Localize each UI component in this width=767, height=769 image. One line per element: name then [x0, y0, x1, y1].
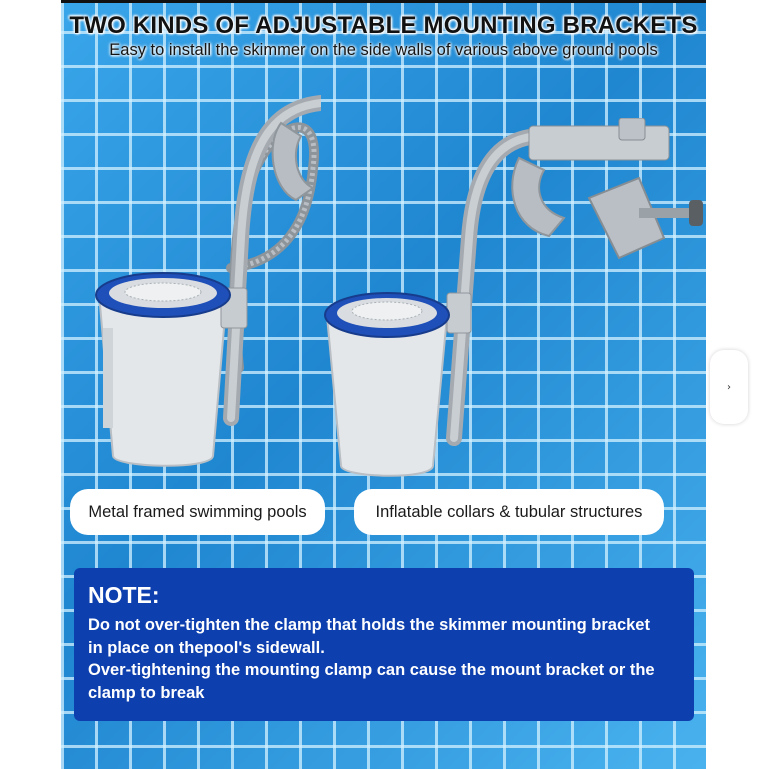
note-line-4: clamp to break	[88, 683, 205, 702]
note-line-1: Do not over-tighten the clamp that holds the skimmer mounting bracket	[88, 616, 650, 634]
skimmer-inflatable-illustration	[319, 118, 706, 478]
skimmer-metal-frame-illustration	[81, 88, 321, 480]
label-inflatable-collars: Inflatable collars & tubular structures	[354, 489, 664, 535]
carousel-next-button[interactable]	[710, 350, 748, 424]
top-border	[61, 0, 706, 3]
banner-title: TWO KINDS OF ADJUSTABLE MOUNTING BRACKETS	[69, 12, 698, 39]
chevron-right-icon: ›	[727, 381, 731, 393]
note-title: NOTE:	[88, 582, 160, 608]
note-line-3: Over-tightening the mounting clamp can cause the mount bracket or the	[88, 661, 655, 679]
label-metal-framed: Metal framed swimming pools	[70, 489, 325, 535]
note-box	[74, 568, 694, 721]
note-line-2: in place on thepool's sidewall.	[88, 638, 325, 657]
banner-subtitle: Easy to install the skimmer on the side walls of various above ground pools	[109, 41, 658, 59]
product-image	[61, 0, 706, 769]
